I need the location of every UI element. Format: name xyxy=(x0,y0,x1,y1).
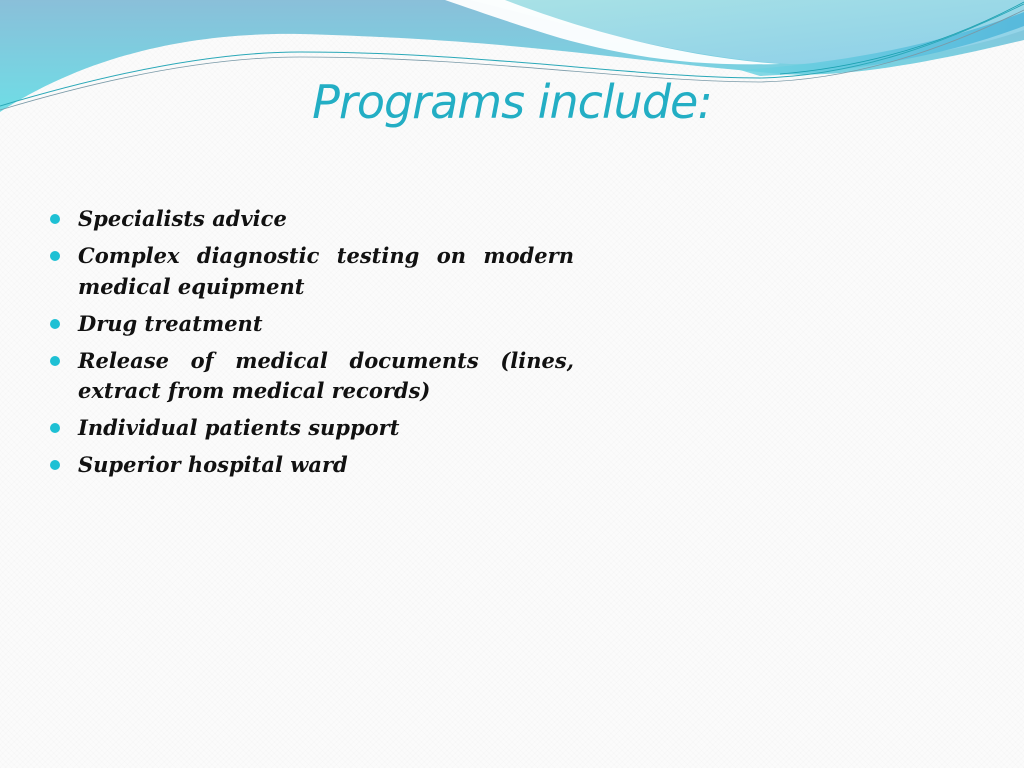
list-item xyxy=(48,204,574,235)
bullet-dot-icon xyxy=(50,460,60,470)
list-item-text: Complex diagnostic testing on modern medical equipment xyxy=(78,243,574,299)
bullet-dot-icon xyxy=(50,356,60,366)
list-item xyxy=(48,346,574,407)
list-item-text: Specialists advice xyxy=(78,206,287,231)
list-item-text: Individual patients support xyxy=(78,415,400,440)
bullet-list xyxy=(48,204,574,487)
bullet-dot-icon xyxy=(50,251,60,261)
list-item-text: Superior hospital ward xyxy=(78,452,348,477)
slide-title: Programs include: xyxy=(312,75,712,129)
bullet-dot-icon xyxy=(50,214,60,224)
list-item-text: Drug treatment xyxy=(78,310,263,336)
bullet-dot-icon xyxy=(50,423,60,433)
bullet-dot-icon xyxy=(50,319,60,329)
list-item xyxy=(48,413,574,444)
list-item-text: Release of medical documents (lines, extract from medical records) xyxy=(78,347,574,403)
list-item xyxy=(48,241,574,302)
list-item xyxy=(48,309,574,340)
list-item xyxy=(48,450,574,481)
